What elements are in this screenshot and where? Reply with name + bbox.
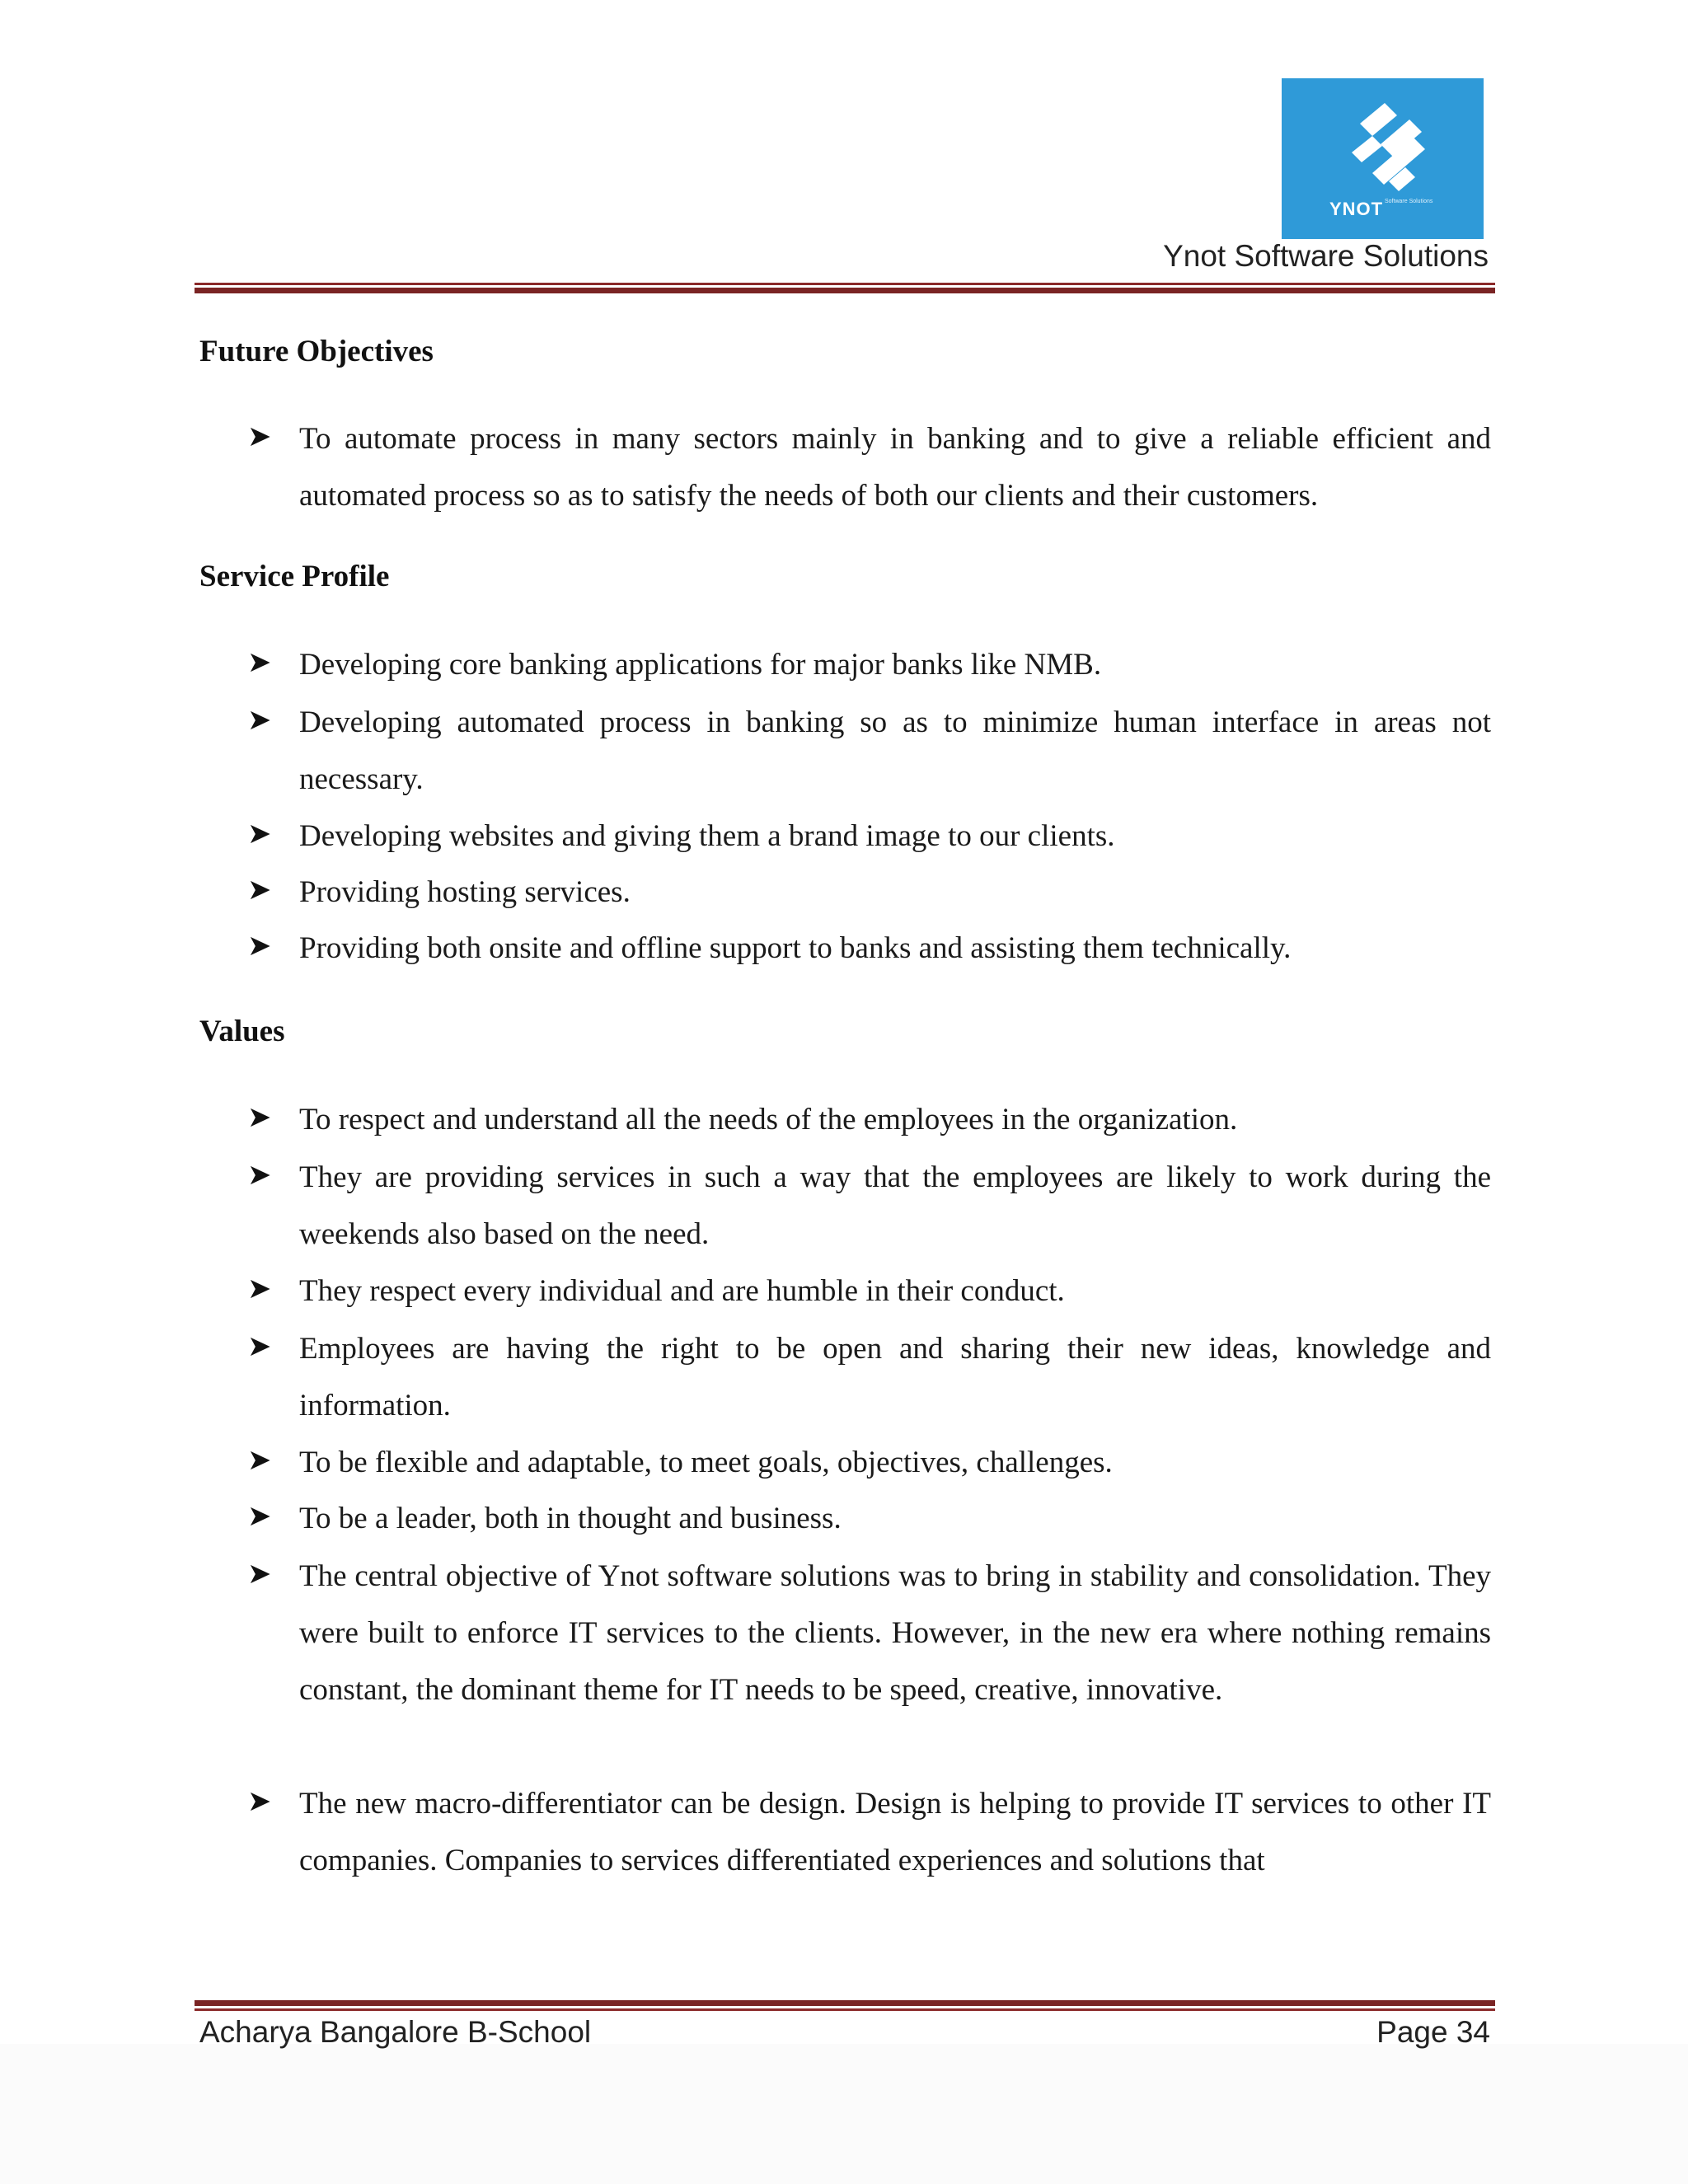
arrow-bullet-icon: ➤ <box>247 1785 272 1817</box>
section-heading-service-profile: Service Profile <box>199 560 390 593</box>
list-item: They are providing services in such a way that the employees are likely to work during the weekends also based on the need. <box>299 1160 1491 1251</box>
list-item: Employees are having the right to be open and sharing their new ideas, knowledge and information. <box>299 1332 1491 1422</box>
list-item: To be flexible and adaptable, to meet goals, objectives, challenges. <box>299 1446 1113 1479</box>
section-heading-future-objectives: Future Objectives <box>199 335 434 368</box>
list-item: They respect every individual and are humble in their conduct. <box>299 1274 1065 1308</box>
list-item: Providing hosting services. <box>299 875 631 909</box>
arrow-bullet-icon: ➤ <box>247 646 272 678</box>
header-title: Ynot Software Solutions <box>1163 239 1489 273</box>
logo-subtext: Software Solutions <box>1385 199 1433 204</box>
list-item: Developing core banking applications for major banks like NMB. <box>299 648 1102 682</box>
section-heading-values: Values <box>199 1015 285 1048</box>
list-item: Developing automated process in banking so as to minimize human interface in areas not necessary. <box>299 705 1491 796</box>
arrow-bullet-icon: ➤ <box>247 420 272 452</box>
company-logo <box>1282 78 1484 239</box>
arrow-bullet-icon: ➤ <box>247 1500 272 1532</box>
list-item: To respect and understand all the needs of the employees in the organization. <box>299 1103 1238 1137</box>
footer-rule-thick <box>195 2000 1495 2006</box>
arrow-bullet-icon: ➤ <box>247 1558 272 1590</box>
page-bottom-shade <box>0 2044 1688 2184</box>
header-rule-thick <box>195 288 1495 293</box>
arrow-bullet-icon: ➤ <box>247 874 272 906</box>
arrow-bullet-icon: ➤ <box>247 704 272 736</box>
arrow-bullet-icon: ➤ <box>247 1330 272 1362</box>
footer-rule-thin <box>195 2008 1495 2011</box>
arrow-bullet-icon: ➤ <box>247 1159 272 1191</box>
list-item: The central objective of Ynot software solutions was to bring in stability and consolidation. They were built to enforce IT services to the clients. However, in the new era where nothing remains constant, the dominant theme for IT needs to be speed, creative, innovative. <box>299 1559 1491 1707</box>
arrow-bullet-icon: ➤ <box>247 1272 272 1305</box>
list-item: To be a leader, both in thought and business. <box>299 1502 842 1535</box>
arrow-bullet-icon: ➤ <box>247 1444 272 1476</box>
list-item: Developing websites and giving them a brand image to our clients. <box>299 819 1115 853</box>
logo-text: YNOT <box>1329 199 1384 219</box>
list-item: Providing both onsite and offline support to banks and assisting them technically. <box>299 931 1292 965</box>
page-number: Page 34 <box>1376 2015 1490 2049</box>
arrow-bullet-icon: ➤ <box>247 818 272 850</box>
list-item: The new macro-differentiator can be design. Design is helping to provide IT services to other IT companies. Companies to services differentiated experiences and solutions that <box>299 1787 1491 1877</box>
header-rule-thin <box>195 283 1495 285</box>
arrow-bullet-icon: ➤ <box>247 930 272 962</box>
list-item: To automate process in many sectors mainly in banking and to give a reliable efficient and automated process so as to satisfy the needs of both our clients and their customers. <box>299 422 1491 513</box>
footer-school-name: Acharya Bangalore B-School <box>199 2015 592 2049</box>
arrow-bullet-icon: ➤ <box>247 1101 272 1133</box>
